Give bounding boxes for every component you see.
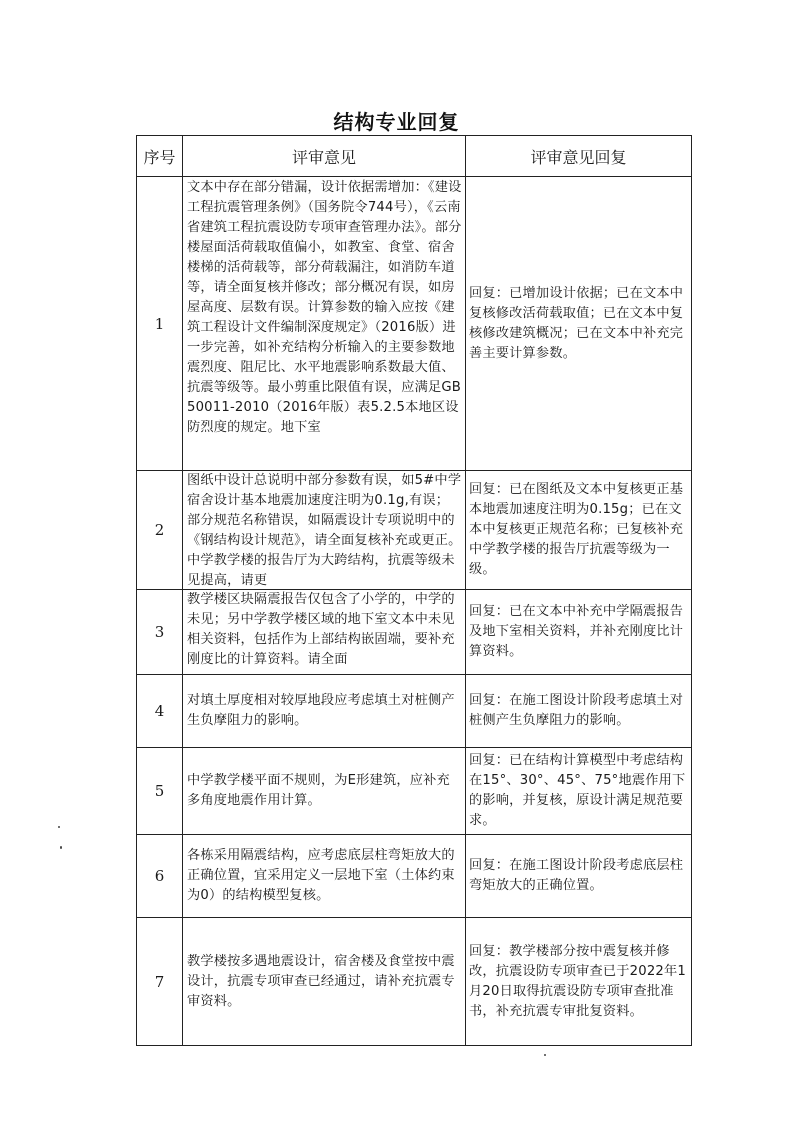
- opinion-text: 教学楼区块隔震报告仅包含了小学的，中学的未见；另中学教学楼区域的地下室文本中未见相关资料，包括作为上部结构嵌固端，要补充刚度比的计算资料。请全面: [187, 592, 455, 667]
- opinion-cell: [183, 177, 466, 471]
- row-number: 5: [137, 748, 183, 835]
- opinion-cell: [183, 471, 466, 590]
- reply-text: 回复：已增加设计依据；已在文本中复核修改活荷载取值；已在文本中复核修改建筑概况；已在文本中补充完善主要计算参数。: [469, 285, 684, 361]
- row-number: 3: [137, 590, 183, 675]
- reply-cell: [466, 177, 692, 471]
- reply-text: 回复：已在文本中补充中学隔震报告及地下室相关资料，并补充刚度比计算资料。: [469, 604, 684, 659]
- row-number: 1: [137, 177, 183, 471]
- reply-cell: [466, 748, 692, 835]
- opinion-text: 教学楼按多遇地震设计，宿舍楼及食堂按中震设计，抗震专项审查已经通过，请补充抗震专审资料。: [187, 953, 455, 1009]
- opinion-text: 对填土厚度相对较厚地段应考虑填土对桩侧产生负摩阻力的影响。: [187, 693, 455, 728]
- row-number: 6: [137, 835, 183, 918]
- reply-cell: [466, 471, 692, 590]
- reply-cell: [466, 590, 692, 675]
- opinion-text: 图纸中设计总说明中部分参数有误，如5#中学宿舍设计基本地震加速度注明为0.1g,有误；部分规范名称错误，如隔震设计专项说明中的《钢结构设计规范》，请全面复核补充或更正。中学教学楼的报告厅为大跨结构，抗震等级未见提高，请更: [187, 473, 462, 587]
- header-no: 序号: [137, 136, 183, 177]
- header-reply: 评审意见回复: [466, 136, 692, 177]
- reply-cell: [466, 835, 692, 918]
- opinion-cell: [183, 835, 466, 918]
- opinion-text: 中学教学楼平面不规则，为E形建筑，应补充多角度地震作用计算。: [187, 773, 450, 808]
- row-number: 7: [137, 918, 183, 1046]
- opinion-text: 各栋采用隔震结构，应考虑底层柱弯矩放大的正确位置，宜采用定义一层地下室（土体约束为0）的结构模型复核。: [187, 848, 455, 903]
- reply-text: 回复：在施工图设计阶段考虑底层柱弯矩放大的正确位置。: [469, 858, 684, 893]
- scan-speck: [60, 846, 62, 849]
- page-title: 结构专业回复: [333, 110, 460, 134]
- table-row: [137, 471, 692, 590]
- row-number: 2: [137, 471, 183, 590]
- table-row: [137, 748, 692, 835]
- opinion-cell: [183, 675, 466, 748]
- opinion-cell: [183, 918, 466, 1046]
- reply-text: 回复：教学楼部分按中震复核并修改，抗震设防专项审查已于2022年1月20日取得抗震设防专项审查批准书，补充抗震专审批复资料。: [469, 943, 686, 1019]
- reply-cell: [466, 675, 692, 748]
- table-header-row: [137, 136, 692, 177]
- table-row: [137, 675, 692, 748]
- table-row: [137, 177, 692, 471]
- opinion-cell: [183, 748, 466, 835]
- reply-text: 回复：在施工图设计阶段考虑填土对桩侧产生负摩阻力的影响。: [469, 693, 684, 728]
- reply-text: 回复：已在结构计算模型中考虑结构在15°、30°、45°、75°地震作用下的影响，并复核，原设计满足规范要求。: [469, 753, 686, 828]
- scan-speck: [58, 826, 60, 828]
- scan-speck: [544, 1054, 546, 1056]
- reply-text: 回复：已在图纸及文本中复核更正基本地震加速度注明为0.15g；已在文本中复核更正规范名称；已复核补充中学教学楼的报告厅抗震等级为一级。: [469, 482, 684, 577]
- table-row: [137, 918, 692, 1046]
- review-table: [136, 135, 692, 1046]
- table-row: [137, 590, 692, 675]
- reply-cell: [466, 918, 692, 1046]
- header-opinion: 评审意见: [183, 136, 466, 177]
- table-row: [137, 835, 692, 918]
- row-number: 4: [137, 675, 183, 748]
- opinion-text: 文本中存在部分错漏，设计依据需增加：《建设工程抗震管理条例》（国务院令744号），《云南省建筑工程抗震设防专项审查管理办法》。部分楼屋面活荷载取值偏小，如教室、食堂、宿舍楼梯的活荷载等，部分荷载漏注，如消防车道等，请全面复核并修改；部分概况有误，如房屋高度、层数有误。计算参数的输入应按《建筑工程设计文件编制深度规定》（2016版）进一步完善，如补充结构分析输入的主要参数地震烈度、阻尼比、水平地震影响系数最大值、抗震等级等。最小剪重比限值有误，应满足GB 50011-2010（2016年版）表5.2.5本地区设防烈度的规定。地下室: [187, 180, 462, 435]
- opinion-cell: [183, 590, 466, 675]
